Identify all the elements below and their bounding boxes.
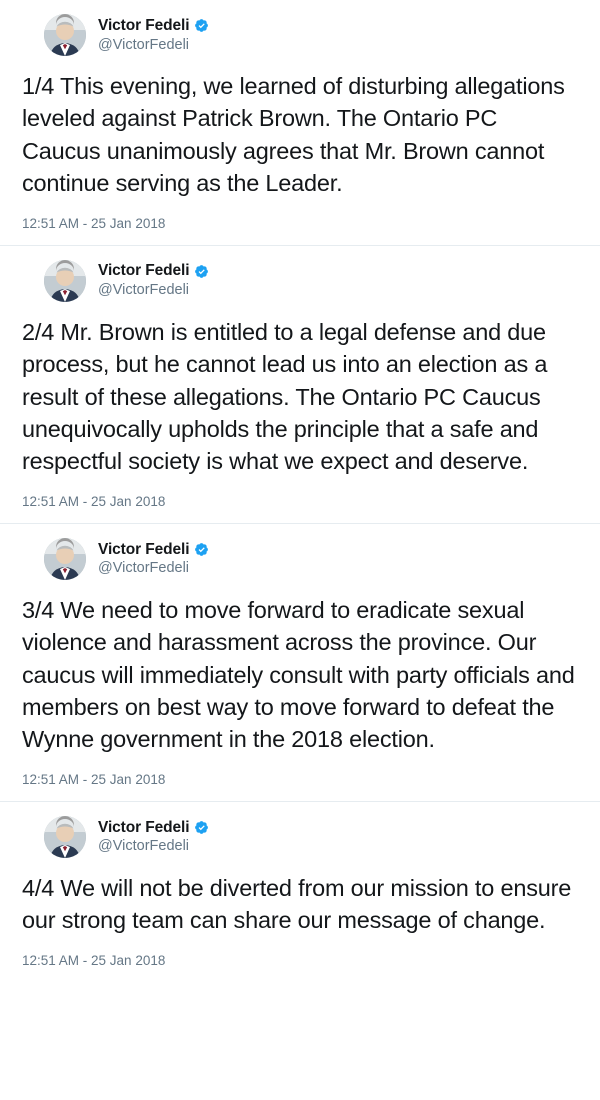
tweet-card[interactable] xyxy=(0,802,600,982)
author-names xyxy=(98,819,209,855)
verified-badge-icon xyxy=(194,820,209,835)
display-name[interactable]: Victor Fedeli xyxy=(98,818,190,836)
tweet-header xyxy=(22,816,578,858)
tweet-text: 1/4 This evening, we learned of disturbing allegations leveled against Patrick Brown. The Ontario PC Caucus unanimously agrees that Mr. Brown cannot continue serving as the Leader. xyxy=(22,73,565,197)
avatar[interactable] xyxy=(44,816,86,858)
author-names xyxy=(98,17,209,53)
tweet-text: 2/4 Mr. Brown is entitled to a legal defense and due process, but he cannot lead us into an election as a result of these allegations. The Ontario PC Caucus unequivocally upholds the principle that a safe and respectful society is what we expect and deserve. xyxy=(22,318,548,475)
verified-badge-icon xyxy=(194,264,209,279)
name-row xyxy=(98,819,209,837)
avatar[interactable] xyxy=(44,260,86,302)
tweet-card[interactable] xyxy=(0,0,600,246)
tweet-header xyxy=(22,538,578,580)
tweet-timestamp[interactable]: 12:51 AM - 25 Jan 2018 xyxy=(22,952,166,968)
tweet-text: 4/4 We will not be diverted from our mission to ensure our strong team can share our message of change. xyxy=(22,874,572,934)
name-row xyxy=(98,541,209,559)
handle[interactable]: @VictorFedeli xyxy=(98,282,190,299)
display-name[interactable]: Victor Fedeli xyxy=(98,262,190,280)
name-row xyxy=(98,17,209,35)
tweet-text: 3/4 We need to move forward to eradicate sexual violence and harassment across the province. Our caucus will immediately consult with party officials and members on best way to move forward to defeat the Wynne government in the 2018 election. xyxy=(22,596,575,753)
handle[interactable]: @VictorFedeli xyxy=(98,838,190,855)
avatar[interactable] xyxy=(44,14,86,56)
display-name[interactable]: Victor Fedeli xyxy=(98,540,190,558)
tweet-timestamp[interactable]: 12:51 AM - 25 Jan 2018 xyxy=(22,771,166,787)
handle[interactable]: @VictorFedeli xyxy=(98,36,190,53)
tweet-timestamp[interactable]: 12:51 AM - 25 Jan 2018 xyxy=(22,215,166,231)
tweet-header xyxy=(22,260,578,302)
avatar[interactable] xyxy=(44,538,86,580)
display-name[interactable]: Victor Fedeli xyxy=(98,16,190,34)
author-names xyxy=(98,262,209,298)
handle[interactable]: @VictorFedeli xyxy=(98,560,190,577)
author-names xyxy=(98,541,209,577)
tweet-timestamp[interactable]: 12:51 AM - 25 Jan 2018 xyxy=(22,493,166,509)
tweet-header xyxy=(22,14,578,56)
name-row xyxy=(98,262,209,280)
tweet-card[interactable] xyxy=(0,524,600,802)
verified-badge-icon xyxy=(194,542,209,557)
verified-badge-icon xyxy=(194,18,209,33)
tweet-card[interactable] xyxy=(0,246,600,524)
